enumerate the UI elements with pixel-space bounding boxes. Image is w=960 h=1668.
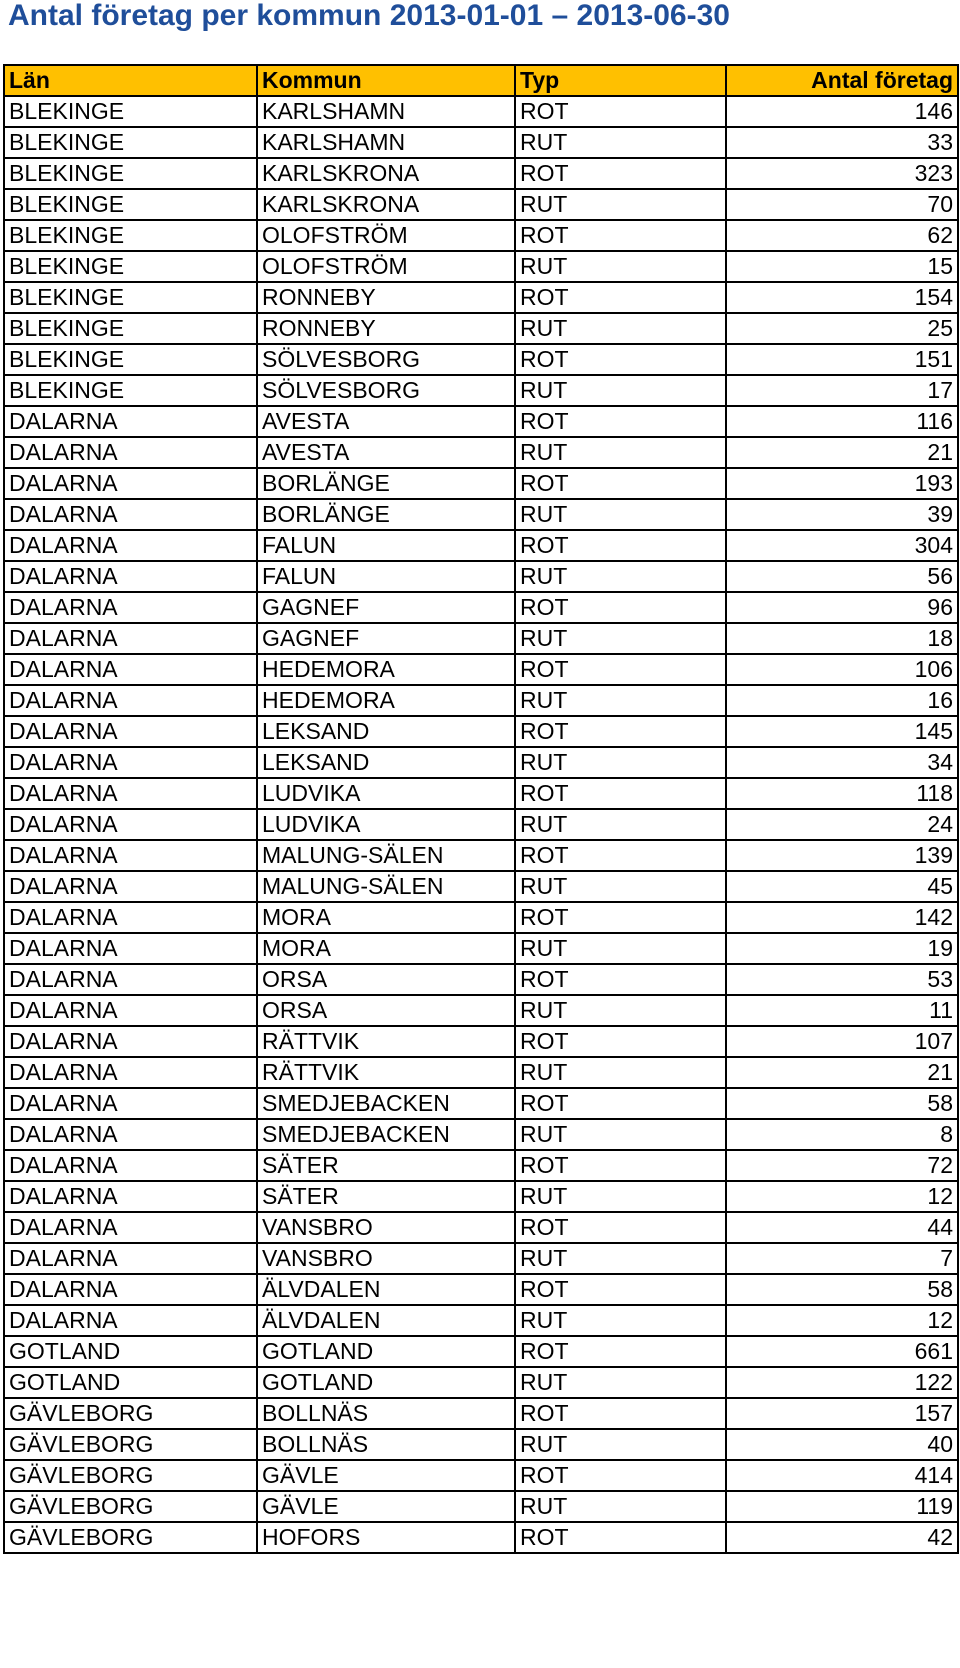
table-row <box>4 220 958 251</box>
cell-antal: 154 <box>726 282 958 313</box>
cell-kommun: KARLSHAMN <box>257 96 515 127</box>
cell-antal: 193 <box>726 468 958 499</box>
cell-antal: 11 <box>726 995 958 1026</box>
cell-typ: ROT <box>515 1336 726 1367</box>
cell-kommun: ÄLVDALEN <box>257 1274 515 1305</box>
cell-antal: 70 <box>726 189 958 220</box>
cell-lan: DALARNA <box>4 530 257 561</box>
cell-kommun: FALUN <box>257 561 515 592</box>
table-row <box>4 654 958 685</box>
cell-lan: GÄVLEBORG <box>4 1460 257 1491</box>
cell-kommun: BORLÄNGE <box>257 499 515 530</box>
table-row <box>4 189 958 220</box>
table-row <box>4 964 958 995</box>
cell-typ: ROT <box>515 1460 726 1491</box>
table-row <box>4 313 958 344</box>
table-row <box>4 623 958 654</box>
cell-typ: ROT <box>515 1026 726 1057</box>
table-header <box>4 65 958 96</box>
cell-lan: BLEKINGE <box>4 251 257 282</box>
cell-antal: 21 <box>726 437 958 468</box>
cell-lan: DALARNA <box>4 995 257 1026</box>
cell-antal: 33 <box>726 127 958 158</box>
cell-antal: 157 <box>726 1398 958 1429</box>
table-row <box>4 96 958 127</box>
cell-antal: 62 <box>726 220 958 251</box>
cell-kommun: ORSA <box>257 964 515 995</box>
cell-typ: RUT <box>515 189 726 220</box>
cell-antal: 24 <box>726 809 958 840</box>
cell-antal: 96 <box>726 592 958 623</box>
table-row <box>4 1398 958 1429</box>
cell-lan: DALARNA <box>4 1119 257 1150</box>
cell-typ: RUT <box>515 561 726 592</box>
cell-kommun: SMEDJEBACKEN <box>257 1119 515 1150</box>
cell-typ: RUT <box>515 747 726 778</box>
cell-kommun: SÖLVESBORG <box>257 375 515 406</box>
cell-lan: DALARNA <box>4 933 257 964</box>
table-row <box>4 1336 958 1367</box>
cell-antal: 122 <box>726 1367 958 1398</box>
cell-lan: DALARNA <box>4 1026 257 1057</box>
cell-antal: 56 <box>726 561 958 592</box>
cell-lan: BLEKINGE <box>4 96 257 127</box>
cell-typ: ROT <box>515 964 726 995</box>
cell-lan: GOTLAND <box>4 1336 257 1367</box>
cell-lan: DALARNA <box>4 468 257 499</box>
cell-kommun: MORA <box>257 933 515 964</box>
cell-lan: DALARNA <box>4 1305 257 1336</box>
cell-kommun: HOFORS <box>257 1522 515 1553</box>
table-row <box>4 871 958 902</box>
cell-kommun: OLOFSTRÖM <box>257 220 515 251</box>
cell-lan: DALARNA <box>4 623 257 654</box>
cell-typ: ROT <box>515 406 726 437</box>
table-row <box>4 840 958 871</box>
cell-lan: BLEKINGE <box>4 220 257 251</box>
table-row <box>4 778 958 809</box>
cell-kommun: GAGNEF <box>257 623 515 654</box>
cell-lan: DALARNA <box>4 964 257 995</box>
cell-typ: RUT <box>515 995 726 1026</box>
cell-antal: 151 <box>726 344 958 375</box>
cell-kommun: GOTLAND <box>257 1336 515 1367</box>
cell-typ: RUT <box>515 1057 726 1088</box>
cell-lan: DALARNA <box>4 1243 257 1274</box>
cell-kommun: KARLSKRONA <box>257 158 515 189</box>
cell-typ: RUT <box>515 809 726 840</box>
table-row <box>4 344 958 375</box>
table-row <box>4 530 958 561</box>
cell-antal: 12 <box>726 1305 958 1336</box>
cell-antal: 34 <box>726 747 958 778</box>
cell-lan: DALARNA <box>4 902 257 933</box>
table-row <box>4 158 958 189</box>
cell-typ: RUT <box>515 685 726 716</box>
table-row <box>4 375 958 406</box>
cell-lan: BLEKINGE <box>4 344 257 375</box>
cell-typ: RUT <box>515 1367 726 1398</box>
cell-typ: RUT <box>515 1181 726 1212</box>
cell-typ: RUT <box>515 437 726 468</box>
cell-antal: 15 <box>726 251 958 282</box>
cell-typ: ROT <box>515 902 726 933</box>
cell-antal: 58 <box>726 1274 958 1305</box>
cell-antal: 145 <box>726 716 958 747</box>
cell-kommun: BORLÄNGE <box>257 468 515 499</box>
cell-lan: DALARNA <box>4 654 257 685</box>
cell-typ: RUT <box>515 375 726 406</box>
cell-kommun: VANSBRO <box>257 1212 515 1243</box>
cell-antal: 17 <box>726 375 958 406</box>
cell-antal: 25 <box>726 313 958 344</box>
cell-lan: DALARNA <box>4 747 257 778</box>
cell-typ: RUT <box>515 251 726 282</box>
cell-lan: DALARNA <box>4 685 257 716</box>
cell-antal: 7 <box>726 1243 958 1274</box>
cell-kommun: GÄVLE <box>257 1460 515 1491</box>
cell-antal: 42 <box>726 1522 958 1553</box>
cell-kommun: MORA <box>257 902 515 933</box>
table-row <box>4 685 958 716</box>
cell-kommun: ORSA <box>257 995 515 1026</box>
cell-lan: DALARNA <box>4 809 257 840</box>
column-header-lan: Län <box>4 65 257 96</box>
cell-lan: DALARNA <box>4 716 257 747</box>
cell-kommun: ÄLVDALEN <box>257 1305 515 1336</box>
cell-antal: 18 <box>726 623 958 654</box>
cell-typ: RUT <box>515 1491 726 1522</box>
table-row <box>4 127 958 158</box>
cell-typ: ROT <box>515 282 726 313</box>
cell-typ: ROT <box>515 530 726 561</box>
table-row <box>4 592 958 623</box>
cell-lan: DALARNA <box>4 437 257 468</box>
table-row <box>4 1026 958 1057</box>
cell-lan: BLEKINGE <box>4 189 257 220</box>
cell-kommun: RÄTTVIK <box>257 1026 515 1057</box>
cell-typ: ROT <box>515 1088 726 1119</box>
cell-kommun: HEDEMORA <box>257 654 515 685</box>
column-header-antal: Antal företag <box>726 65 958 96</box>
cell-antal: 116 <box>726 406 958 437</box>
cell-lan: GÄVLEBORG <box>4 1398 257 1429</box>
cell-antal: 323 <box>726 158 958 189</box>
cell-lan: GÄVLEBORG <box>4 1429 257 1460</box>
cell-kommun: SÄTER <box>257 1181 515 1212</box>
cell-typ: ROT <box>515 778 726 809</box>
cell-kommun: KARLSKRONA <box>257 189 515 220</box>
table-row <box>4 468 958 499</box>
cell-kommun: BOLLNÄS <box>257 1398 515 1429</box>
cell-kommun: MALUNG-SÄLEN <box>257 871 515 902</box>
table-row <box>4 902 958 933</box>
table-row <box>4 499 958 530</box>
table-row <box>4 406 958 437</box>
cell-antal: 139 <box>726 840 958 871</box>
table-row <box>4 1243 958 1274</box>
cell-typ: RUT <box>515 871 726 902</box>
cell-antal: 106 <box>726 654 958 685</box>
cell-antal: 107 <box>726 1026 958 1057</box>
cell-typ: ROT <box>515 1274 726 1305</box>
cell-kommun: GAGNEF <box>257 592 515 623</box>
cell-typ: ROT <box>515 1212 726 1243</box>
cell-lan: DALARNA <box>4 1088 257 1119</box>
cell-typ: ROT <box>515 1522 726 1553</box>
table-row <box>4 1088 958 1119</box>
cell-lan: DALARNA <box>4 778 257 809</box>
cell-antal: 72 <box>726 1150 958 1181</box>
cell-kommun: SMEDJEBACKEN <box>257 1088 515 1119</box>
cell-antal: 142 <box>726 902 958 933</box>
cell-typ: ROT <box>515 1398 726 1429</box>
table-row <box>4 251 958 282</box>
table-row <box>4 561 958 592</box>
table-row <box>4 1367 958 1398</box>
cell-antal: 8 <box>726 1119 958 1150</box>
cell-kommun: HEDEMORA <box>257 685 515 716</box>
cell-typ: ROT <box>515 468 726 499</box>
table-body <box>4 96 958 1553</box>
table-row <box>4 995 958 1026</box>
cell-typ: ROT <box>515 344 726 375</box>
cell-typ: ROT <box>515 716 726 747</box>
cell-antal: 119 <box>726 1491 958 1522</box>
cell-typ: ROT <box>515 840 726 871</box>
cell-antal: 19 <box>726 933 958 964</box>
cell-kommun: BOLLNÄS <box>257 1429 515 1460</box>
table-row <box>4 1119 958 1150</box>
cell-typ: RUT <box>515 1305 726 1336</box>
cell-antal: 40 <box>726 1429 958 1460</box>
table-row <box>4 1305 958 1336</box>
cell-antal: 16 <box>726 685 958 716</box>
cell-antal: 118 <box>726 778 958 809</box>
cell-lan: GÄVLEBORG <box>4 1522 257 1553</box>
cell-typ: RUT <box>515 313 726 344</box>
cell-lan: DALARNA <box>4 1274 257 1305</box>
table-row <box>4 437 958 468</box>
cell-lan: BLEKINGE <box>4 127 257 158</box>
cell-lan: DALARNA <box>4 840 257 871</box>
cell-antal: 146 <box>726 96 958 127</box>
header-row <box>4 65 958 96</box>
cell-antal: 12 <box>726 1181 958 1212</box>
cell-lan: DALARNA <box>4 561 257 592</box>
cell-kommun: RÄTTVIK <box>257 1057 515 1088</box>
table-row <box>4 282 958 313</box>
cell-kommun: SÖLVESBORG <box>257 344 515 375</box>
cell-typ: RUT <box>515 499 726 530</box>
cell-lan: DALARNA <box>4 1212 257 1243</box>
cell-lan: DALARNA <box>4 1181 257 1212</box>
cell-kommun: VANSBRO <box>257 1243 515 1274</box>
cell-kommun: LUDVIKA <box>257 778 515 809</box>
table-row <box>4 747 958 778</box>
cell-antal: 58 <box>726 1088 958 1119</box>
cell-typ: ROT <box>515 1150 726 1181</box>
table-row <box>4 1212 958 1243</box>
cell-typ: ROT <box>515 220 726 251</box>
cell-antal: 53 <box>726 964 958 995</box>
cell-typ: ROT <box>515 96 726 127</box>
cell-antal: 39 <box>726 499 958 530</box>
cell-lan: GOTLAND <box>4 1367 257 1398</box>
table-row <box>4 809 958 840</box>
cell-lan: BLEKINGE <box>4 375 257 406</box>
table-row <box>4 1460 958 1491</box>
column-header-kommun: Kommun <box>257 65 515 96</box>
cell-antal: 45 <box>726 871 958 902</box>
cell-antal: 44 <box>726 1212 958 1243</box>
cell-lan: BLEKINGE <box>4 282 257 313</box>
cell-kommun: FALUN <box>257 530 515 561</box>
table-row <box>4 1057 958 1088</box>
cell-kommun: RONNEBY <box>257 313 515 344</box>
cell-lan: GÄVLEBORG <box>4 1491 257 1522</box>
cell-kommun: GÄVLE <box>257 1491 515 1522</box>
cell-kommun: KARLSHAMN <box>257 127 515 158</box>
cell-kommun: AVESTA <box>257 437 515 468</box>
cell-kommun: RONNEBY <box>257 282 515 313</box>
table-row <box>4 1150 958 1181</box>
cell-typ: ROT <box>515 158 726 189</box>
companies-table <box>3 64 959 1554</box>
cell-typ: ROT <box>515 592 726 623</box>
table-row <box>4 1274 958 1305</box>
cell-kommun: LEKSAND <box>257 747 515 778</box>
cell-typ: ROT <box>515 654 726 685</box>
cell-kommun: LUDVIKA <box>257 809 515 840</box>
cell-typ: RUT <box>515 127 726 158</box>
cell-antal: 661 <box>726 1336 958 1367</box>
cell-kommun: LEKSAND <box>257 716 515 747</box>
cell-kommun: OLOFSTRÖM <box>257 251 515 282</box>
cell-lan: DALARNA <box>4 499 257 530</box>
cell-typ: RUT <box>515 623 726 654</box>
table-row <box>4 1522 958 1553</box>
cell-typ: RUT <box>515 933 726 964</box>
cell-kommun: GOTLAND <box>257 1367 515 1398</box>
table-row <box>4 1429 958 1460</box>
table-row <box>4 1181 958 1212</box>
cell-antal: 414 <box>726 1460 958 1491</box>
cell-kommun: MALUNG-SÄLEN <box>257 840 515 871</box>
cell-lan: DALARNA <box>4 592 257 623</box>
cell-typ: RUT <box>515 1243 726 1274</box>
cell-antal: 21 <box>726 1057 958 1088</box>
cell-antal: 304 <box>726 530 958 561</box>
cell-lan: DALARNA <box>4 406 257 437</box>
table-row <box>4 1491 958 1522</box>
cell-lan: DALARNA <box>4 871 257 902</box>
column-header-typ: Typ <box>515 65 726 96</box>
cell-typ: RUT <box>515 1429 726 1460</box>
table-row <box>4 933 958 964</box>
cell-kommun: SÄTER <box>257 1150 515 1181</box>
cell-typ: RUT <box>515 1119 726 1150</box>
cell-kommun: AVESTA <box>257 406 515 437</box>
page-title: Antal företag per kommun 2013-01-01 – 2013-06-30 <box>8 0 730 32</box>
cell-lan: BLEKINGE <box>4 313 257 344</box>
cell-lan: DALARNA <box>4 1150 257 1181</box>
table-row <box>4 716 958 747</box>
cell-lan: BLEKINGE <box>4 158 257 189</box>
cell-lan: DALARNA <box>4 1057 257 1088</box>
